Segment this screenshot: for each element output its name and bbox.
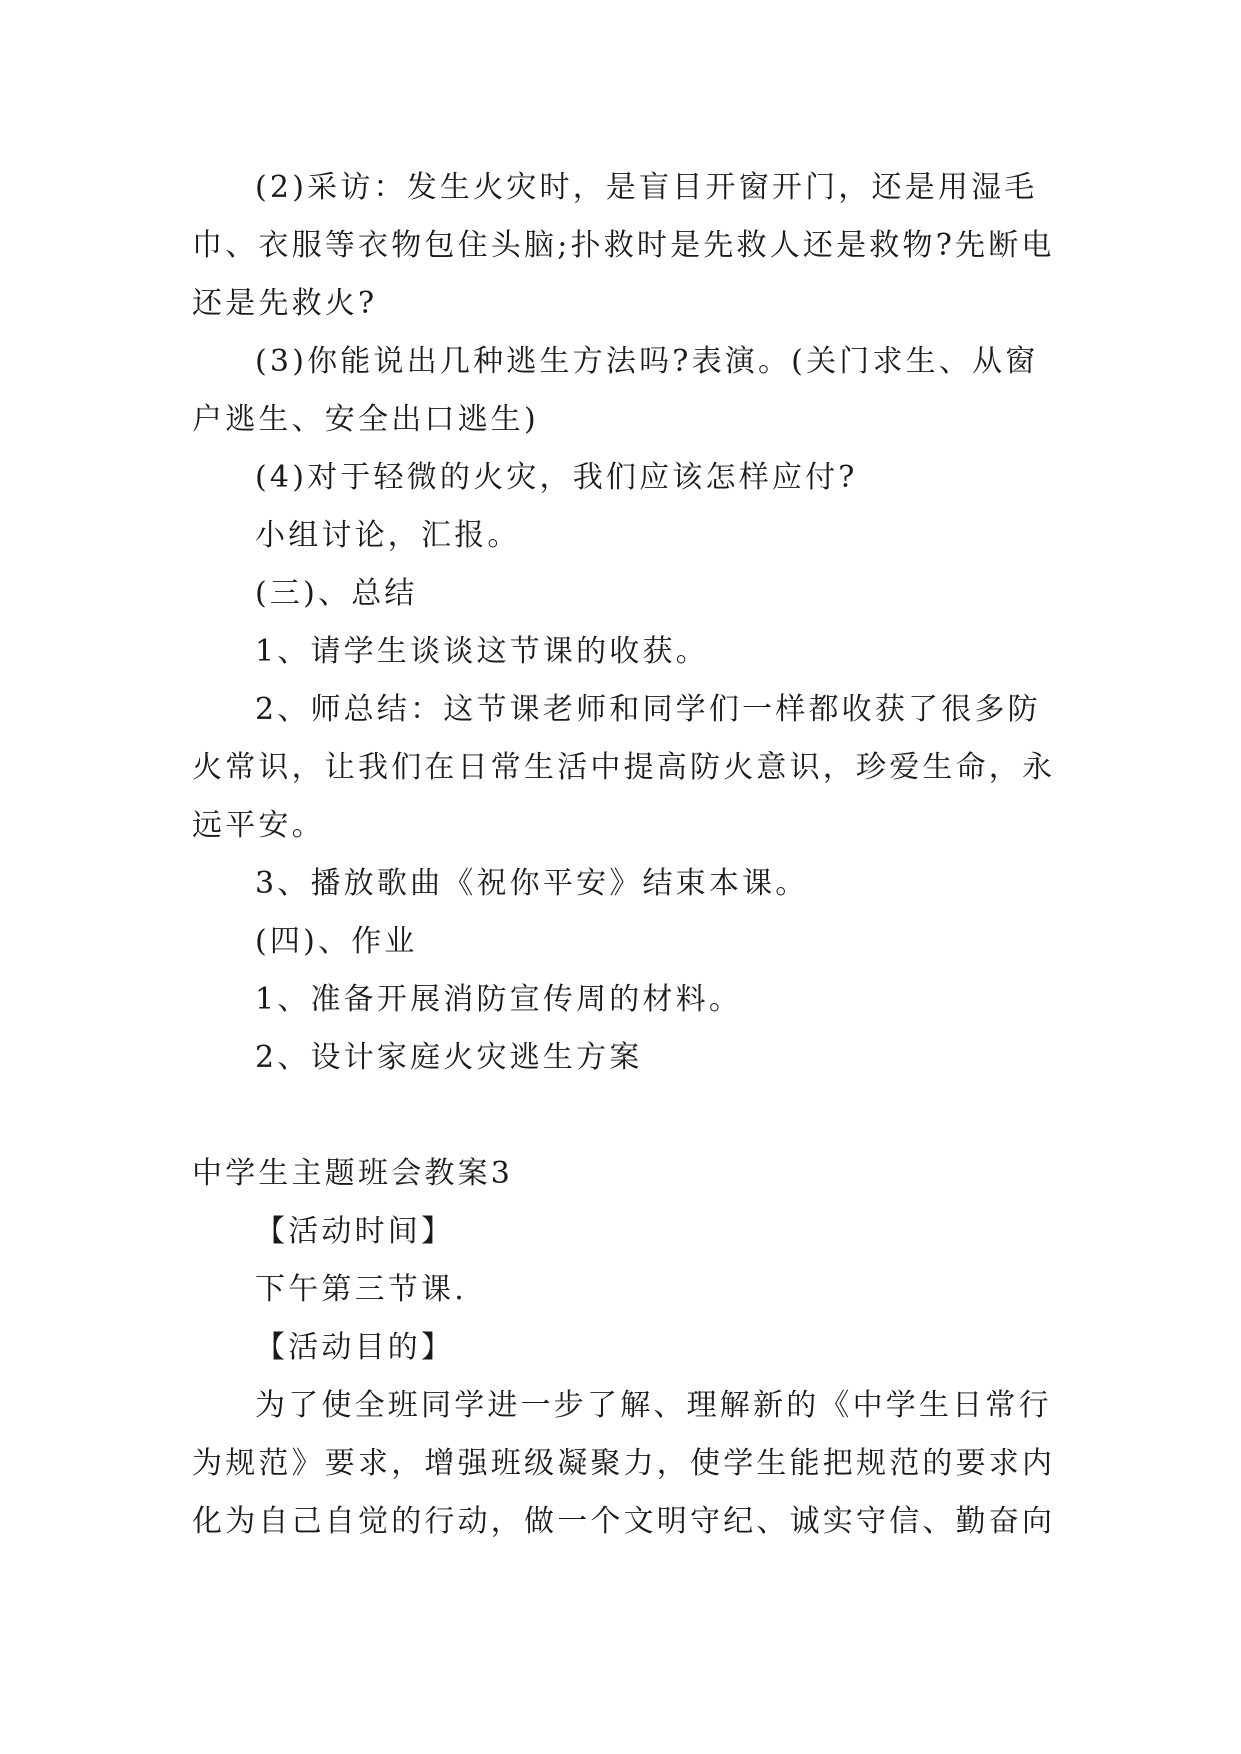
list-item: 3、播放歌曲《祝你平安》结束本课。 bbox=[255, 866, 809, 901]
paragraph-line: (4)对于轻微的火灾，我们应该怎样应付? bbox=[255, 460, 858, 495]
list-item: 1、请学生谈谈这节课的收获。 bbox=[255, 634, 709, 669]
section-heading: 【活动目的】 bbox=[255, 1330, 455, 1365]
paragraph-line: (3)你能说出几种逃生方法吗?表演。(关门求生、从窗 bbox=[255, 344, 1039, 379]
section-heading: (四)、作业 bbox=[255, 924, 418, 959]
paragraph-line: 为规范》要求，增强班级凝聚力，使学生能把规范的要求内 bbox=[192, 1446, 1056, 1481]
paragraph-line: 户逃生、安全出口逃生) bbox=[192, 402, 539, 437]
paragraph-line: 巾、衣服等衣物包住头脑;扑救时是先救人还是救物?先断电 bbox=[192, 228, 1055, 263]
list-item: 2、设计家庭火灾逃生方案 bbox=[255, 1040, 643, 1075]
document-title: 中学生主题班会教案3 bbox=[192, 1156, 514, 1191]
paragraph-line: 下午第三节课. bbox=[255, 1272, 467, 1307]
paragraph-line: 还是先救火? bbox=[192, 286, 378, 321]
section-heading: 【活动时间】 bbox=[255, 1214, 455, 1249]
paragraph-line: 小组讨论，汇报。 bbox=[255, 518, 521, 553]
paragraph-line: 远平安。 bbox=[192, 808, 325, 843]
paragraph-line: 为了使全班同学进一步了解、理解新的《中学生日常行 bbox=[255, 1388, 1052, 1423]
section-heading: (三)、总结 bbox=[255, 576, 418, 611]
paragraph-line: 化为自己自觉的行动，做一个文明守纪、诚实守信、勤奋向 bbox=[192, 1504, 1056, 1539]
paragraph-line: (2)采访：发生火灾时，是盲目开窗开门，还是用湿毛 bbox=[255, 170, 1038, 205]
paragraph-line: 火常识，让我们在日常生活中提高防火意识，珍爱生命，永 bbox=[192, 750, 1056, 785]
list-item: 2、师总结：这节课老师和同学们一样都收获了很多防 bbox=[255, 692, 1041, 727]
list-item: 1、准备开展消防宣传周的材料。 bbox=[255, 982, 743, 1017]
